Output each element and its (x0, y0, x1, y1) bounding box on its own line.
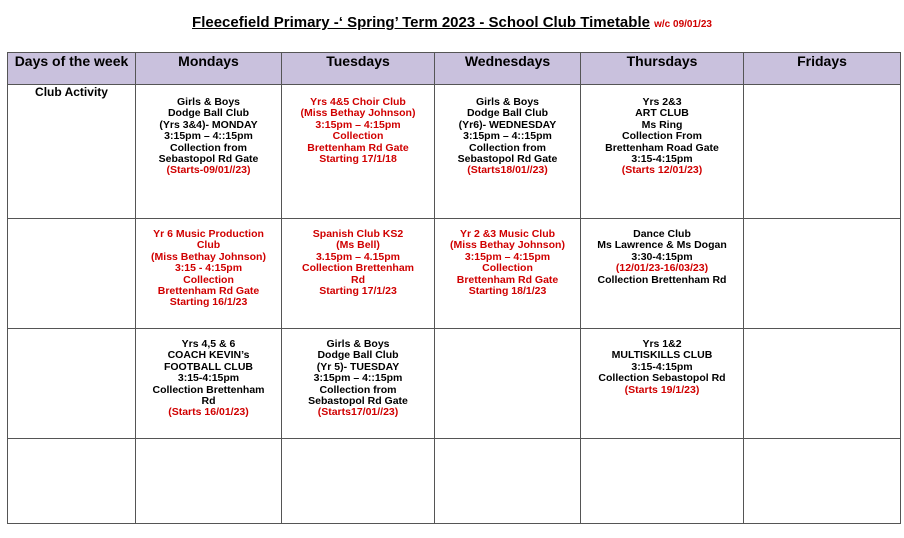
club-entry-line: Yr 6 Music Production (153, 228, 264, 240)
club-cell-wed (435, 439, 581, 524)
club-entry-line: Collection Brettenham (301, 262, 414, 275)
club-entry-line: (12/01/23-16/03/23) (615, 262, 709, 275)
timetable-row (8, 219, 901, 329)
club-cell-thu (581, 329, 744, 439)
club-entry-line: 3:15 - 4:15pm (174, 262, 243, 275)
club-entry-line: Collection From (622, 130, 702, 143)
week-commencing: w/c 09/01/23 (654, 19, 712, 30)
club-entry-line: 3:15pm – 4:15pm (315, 118, 401, 131)
club-entry-line: Starting 17/1/23 (319, 285, 397, 298)
club-entry (282, 219, 434, 297)
club-cell-thu (581, 85, 744, 219)
club-entry-line: Collection (183, 273, 234, 286)
column-header-days: Days of the week (8, 53, 136, 85)
row-label-cell (8, 439, 136, 524)
club-entry (435, 219, 580, 297)
club-entry-line: Rd (351, 273, 365, 286)
timetable-title: Fleecefield Primary -‘ Spring’ Term 2023 - School Club Timetable (192, 14, 650, 31)
club-cell-fri (744, 439, 901, 524)
club-entry-line: 3:15-4:15pm (631, 153, 693, 166)
club-entry-line: Starting 17/1/18 (319, 153, 397, 166)
club-entry-line: Dance Club (633, 228, 691, 240)
club-entry (136, 85, 281, 177)
timetable-row (8, 439, 901, 524)
club-entry-line: ART CLUB (635, 107, 689, 120)
club-cell-fri (744, 219, 901, 329)
club-entry-line: Dodge Ball Club (317, 349, 399, 362)
club-cell-wed (435, 329, 581, 439)
club-entry (581, 85, 743, 177)
club-cell-tue (282, 85, 435, 219)
club-entry-line: 3:30-4:15pm (631, 250, 693, 263)
club-entry-line: Collection Sebastopol Rd (598, 372, 726, 385)
club-entry-line: Collection Brettenham (152, 383, 265, 396)
club-entry-line: Dodge Ball Club (167, 107, 250, 120)
club-entry (136, 219, 281, 309)
club-cell-mon (136, 439, 282, 524)
header-row (8, 53, 901, 85)
club-entry-line: Collection (332, 130, 384, 143)
timetable-row (8, 85, 901, 219)
club-entry (282, 85, 434, 165)
club-entry-line: (Starts 19/1/23) (624, 383, 700, 396)
club-entry-line: Yrs 4,5 & 6 (181, 338, 236, 350)
club-entry-line: MULTISKILLS CLUB (611, 349, 713, 362)
club-entry-line: Brettenham Rd Gate (157, 285, 260, 298)
club-entry-line: Yrs 2&3 (642, 96, 682, 108)
club-entry-line: Ms Lawrence & Ms Dogan (597, 239, 727, 252)
row-label-cell (8, 85, 136, 219)
club-entry-line: (Starts 12/01/23) (621, 164, 703, 177)
club-entry-line: 3.15pm – 4.15pm (315, 250, 401, 263)
club-entry-line: 3:15pm – 4::15pm (164, 130, 253, 143)
club-entry-line: Yrs 4&5 Choir Club (310, 96, 406, 108)
club-entry-line: COACH KEVIN’s (167, 349, 250, 362)
club-entry-line: Brettenham Rd Gate (307, 141, 409, 154)
club-entry-line: Sebastopol Rd Gate (308, 395, 408, 408)
timetable-row (8, 329, 901, 439)
club-entry (581, 329, 743, 396)
club-entry (435, 85, 580, 177)
club-entry (136, 329, 281, 419)
club-entry-line: (Starts18/01//23) (467, 164, 548, 177)
club-entry-line: Sebastopol Rd Gate (457, 153, 558, 166)
club-entry (282, 329, 434, 419)
club-entry-line: Girls & Boys (475, 96, 540, 108)
club-entry-line: (Miss Bethay Johnson) (151, 250, 266, 263)
club-entry-line: Yrs 1&2 (642, 338, 682, 350)
club-entry-line: (Yr6)- WEDNESDAY (458, 118, 557, 131)
row-label-cell (8, 329, 136, 439)
column-header-tuesdays: Tuesdays (282, 53, 435, 85)
club-entry (581, 219, 743, 286)
club-cell-mon (136, 329, 282, 439)
club-entry-line: Brettenham Rd Gate (456, 273, 559, 286)
club-entry-line: (Miss Bethay Johnson) (300, 107, 416, 120)
club-entry-line: 3:15-4:15pm (177, 372, 240, 385)
column-header-wednesdays: Wednesdays (435, 53, 581, 85)
club-entry-line: Girls & Boys (326, 338, 390, 350)
club-cell-fri (744, 329, 901, 439)
club-entry-line: (Starts17/01//23) (317, 406, 399, 419)
club-entry-line: (Ms Bell) (336, 239, 380, 252)
club-entry-line: Collection from (169, 141, 247, 154)
club-entry-line: Collection from (319, 383, 397, 396)
club-cell-wed (435, 219, 581, 329)
club-entry-line: Sebastopol Rd Gate (158, 153, 259, 166)
club-entry-line: Brettenham Road Gate (605, 141, 719, 154)
club-entry-line: 3:15pm – 4::15pm (313, 372, 403, 385)
club-entry-line: Starting 18/1/23 (468, 285, 547, 298)
club-entry-line: Collection (482, 262, 533, 275)
club-entry-line: (Starts-09/01//23) (166, 164, 251, 177)
club-entry-line: 3:15pm – 4::15pm (463, 130, 552, 143)
club-cell-tue (282, 219, 435, 329)
club-entry-line: Girls & Boys (176, 96, 241, 108)
club-entry-line: (Yr 5)- TUESDAY (316, 360, 400, 373)
club-entry-line: (Starts 16/01/23) (168, 406, 249, 419)
club-entry-line: 3:15pm – 4:15pm (464, 250, 551, 263)
club-cell-tue (282, 329, 435, 439)
timetable-table (7, 52, 901, 524)
club-entry-line: Club (196, 239, 221, 252)
row-label-club-activity: Club Activity (35, 85, 108, 99)
club-entry-line: Dodge Ball Club (466, 107, 549, 120)
club-cell-mon (136, 219, 282, 329)
column-header-mondays: Mondays (136, 53, 282, 85)
club-entry-line: Collection from (468, 141, 546, 154)
club-cell-thu (581, 439, 744, 524)
club-entry-line: Yr 2 &3 Music Club (459, 228, 556, 240)
club-entry-line: Starting 16/1/23 (169, 296, 248, 309)
club-cell-fri (744, 85, 901, 219)
column-header-fridays: Fridays (744, 53, 901, 85)
club-entry-line: FOOTBALL CLUB (163, 360, 254, 373)
club-cell-mon (136, 85, 282, 219)
club-entry-line: 3:15-4:15pm (631, 360, 693, 373)
club-cell-wed (435, 85, 581, 219)
club-entry-line: Ms Ring (641, 118, 683, 131)
club-entry-line: Spanish Club KS2 (312, 228, 404, 240)
club-entry-line: (Yrs 3&4)- MONDAY (159, 118, 258, 131)
club-entry-line: Rd (201, 395, 216, 408)
page-title (0, 14, 904, 31)
club-cell-thu (581, 219, 744, 329)
club-cell-tue (282, 439, 435, 524)
club-entry-line: Collection Brettenham Rd (597, 273, 727, 286)
row-label-cell (8, 219, 136, 329)
column-header-thursdays: Thursdays (581, 53, 744, 85)
club-entry-line: (Miss Bethay Johnson) (450, 239, 565, 252)
